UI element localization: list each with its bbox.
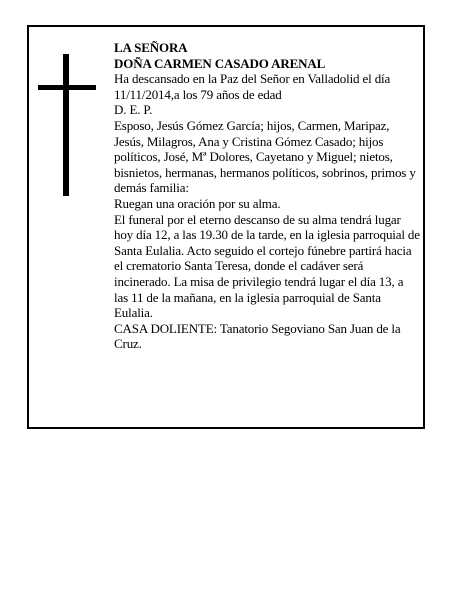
prayer-request: Ruegan una oración por su alma. (114, 195, 281, 211)
latin-cross-icon (38, 54, 96, 196)
cross-horizontal-bar (38, 85, 96, 90)
family-list: Esposo, Jesús Gómez García; hijos, Carmen, Maripaz, Jesús, Milagros, Ana y Cristina Gómez Casado; hijos políticos, José, Mª Dolores, Cayetano y Miguel; nietos, bisnietos, hermanas, hermanos políticos, sobrinos, primos y demás familia: (114, 117, 416, 196)
cross-vertical-bar (63, 54, 69, 196)
casa-doliente: CASA DOLIENTE: Tanatorio Segoviano San Juan de la Cruz. (114, 320, 401, 352)
deceased-name: DOÑA CARMEN CASADO ARENAL (114, 55, 326, 71)
obituary-text-block (114, 40, 420, 352)
notice-title-line1: LA SEÑORA (114, 40, 188, 55)
death-announcement: Ha descansado en la Paz del Señor en Valladolid el día 11/11/2014,a los 79 años de edad (114, 71, 391, 102)
funeral-details: El funeral por el eterno descanso de su alma tendrá lugar hoy día 12, a las 19.30 de la tarde, en la iglesia parroquial de Santa Eulalia. Acto seguido el cortejo fúnebre partirá hacia el crematorio Santa Teresa, donde el cadáver será incinerado. La misa de privilegio tendrá lugar el día 13, a las 11 de la mañana, en la iglesia parroquial de Santa Eulalia. (114, 211, 420, 321)
dep-abbreviation: D. E. P. (114, 102, 153, 118)
